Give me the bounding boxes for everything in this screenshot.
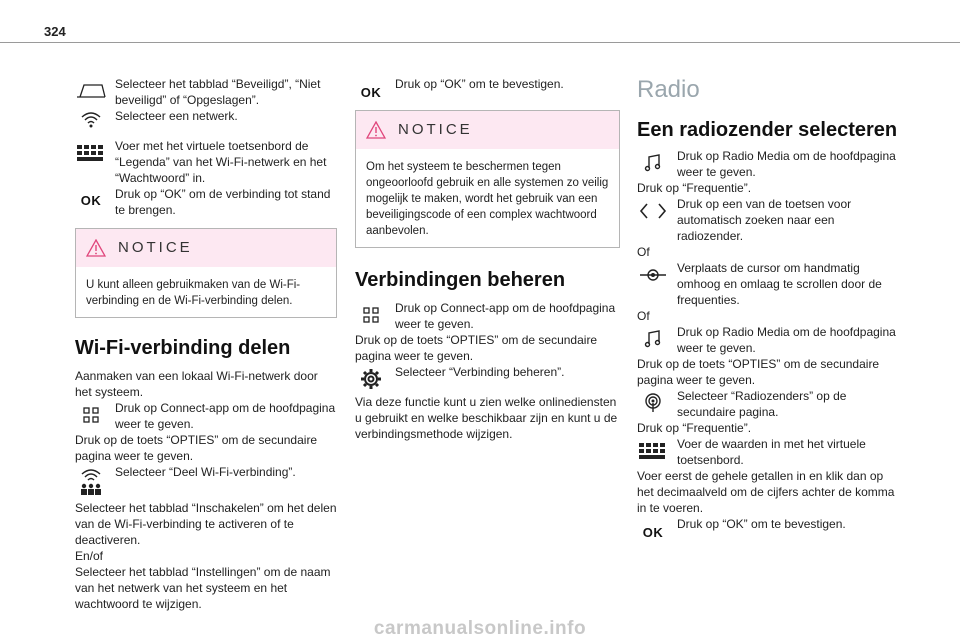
- step-text: Druk op “OK” om te bevestigen.: [677, 517, 846, 531]
- ok-icon: OK: [80, 193, 102, 208]
- notice-header: [356, 111, 619, 149]
- notice-header: [76, 229, 336, 267]
- step-manage-connection: [355, 364, 620, 380]
- section-heading: Wi-Fi-verbinding delen: [75, 337, 291, 359]
- paragraph: Via deze functie kunt u zien welke onlinediensten u gebruikt en welke beschikbaar zijn en kunt u de verbindingsmethode wijzigen.: [355, 395, 618, 441]
- wifi-share-icon: [75, 464, 107, 500]
- step-text: Selecteer het tabblad “Beveiligd”, “Niet beveiligd” of “Opgeslagen”.: [115, 77, 321, 107]
- paragraph: En/of: [75, 549, 104, 563]
- notice-title: NOTICE: [118, 239, 193, 256]
- paragraph: Druk op “Frequentie”.: [637, 181, 752, 195]
- notice-body: Om het systeem te beschermen tegen ongeoorloofd gebruik en alle systemen zo veilig mogelijk te maken, wordt het gebruik van een beveiligingscode of een complex wachtwoord aanbevolen.: [366, 161, 609, 237]
- step-radio-media: [637, 148, 902, 180]
- step-text: Voer de waarden in met het virtuele toetsenbord.: [677, 437, 866, 467]
- step-connect-app: [75, 400, 337, 432]
- step-text: Voer met het virtuele toetsenbord de “Legenda” van het Wi-Fi-netwerk en het “Wachtwoord” in.: [115, 139, 327, 185]
- section-heading: Verbindingen beheren: [355, 269, 566, 291]
- notice-body: U kunt alleen gebruikmaken van de Wi-Fi-verbinding en de Wi-Fi-verbinding delen.: [86, 279, 301, 307]
- wifi-icon: [75, 104, 107, 134]
- tab-folder-icon: [75, 76, 107, 106]
- ok-icon: OK: [360, 85, 382, 100]
- gear-icon: [355, 364, 387, 394]
- connect-app-icon: [355, 300, 387, 330]
- step-ok: [75, 186, 337, 218]
- radio-station-icon: [637, 388, 669, 418]
- column-1: [75, 76, 337, 612]
- notice-box: [355, 110, 620, 248]
- step-text: Druk op Radio Media om de hoofdpagina weer te geven.: [677, 149, 896, 179]
- step-text: Selecteer “Deel Wi-Fi-verbinding”.: [115, 465, 296, 479]
- music-note-icon: [637, 148, 669, 178]
- paragraph: Selecteer het tabblad “Inschakelen” om het delen van de Wi-Fi-verbinding te activeren of te deactiveren.: [75, 501, 337, 547]
- page-number: 324: [44, 24, 66, 39]
- warning-icon: [86, 239, 106, 257]
- step-ok: [355, 76, 620, 100]
- header-divider: [0, 42, 960, 43]
- step-text: Selecteer “Radiozenders” op de secundaire pagina.: [677, 389, 847, 419]
- step-auto-search: [637, 196, 902, 244]
- paragraph: Of: [637, 245, 650, 259]
- keyboard-icon: [637, 436, 669, 466]
- step-connect-app: [355, 300, 620, 332]
- chapter-title: Radio: [637, 76, 700, 103]
- step-text: Druk op Connect-app om de hoofdpagina weer te geven.: [115, 401, 336, 431]
- step-text: Selecteer “Verbinding beheren”.: [395, 365, 565, 379]
- paragraph: Druk op de toets “OPTIES” om de secundaire pagina weer te geven.: [75, 433, 318, 463]
- paragraph: Selecteer het tabblad “Instellingen” om de naam van het netwerk van het systeem en het wachtwoord te wijzigen.: [75, 565, 331, 611]
- paragraph: Druk op de toets “OPTIES” om de secundaire pagina weer te geven.: [355, 333, 598, 363]
- step-text: Druk op Radio Media om de hoofdpagina weer te geven.: [677, 325, 896, 355]
- paragraph: Aanmaken van een lokaal Wi-Fi-netwerk door het systeem.: [75, 369, 318, 399]
- step-text: Druk op “OK” om de verbinding tot stand te brengen.: [115, 187, 331, 217]
- step-text: Druk op Connect-app om de hoofdpagina weer te geven.: [395, 301, 616, 331]
- section-heading: Een radiozender selecteren: [637, 119, 898, 141]
- paragraph: Of: [637, 309, 650, 323]
- step-text: Selecteer een netwerk.: [115, 109, 238, 123]
- frequency-cursor-icon: [637, 260, 669, 290]
- step-tab-select: [75, 76, 337, 108]
- step-keyboard: [637, 436, 902, 468]
- step-share-wifi: [75, 464, 337, 480]
- step-keyboard: [75, 138, 337, 186]
- paragraph: Druk op de toets “OPTIES” om de secundaire pagina weer te geven.: [637, 357, 880, 387]
- paragraph: Voer eerst de gehele getallen in en klik dan op het decimaalveld om de cijfers achter de komma in te voeren.: [637, 469, 895, 515]
- step-text: Druk op “OK” om te bevestigen.: [395, 77, 564, 91]
- step-text: Druk op een van de toetsen voor automatisch zoeken naar een radiozender.: [677, 197, 852, 243]
- step-radio-stations: [637, 388, 902, 420]
- keyboard-icon: [75, 138, 107, 168]
- step-network-select: [75, 108, 337, 124]
- notice-title: NOTICE: [398, 121, 473, 138]
- footer-watermark: carmanualsonline.info: [373, 618, 587, 639]
- prev-next-arrows-icon: [637, 196, 669, 226]
- music-note-icon: [637, 324, 669, 354]
- step-ok: [637, 516, 902, 540]
- connect-app-icon: [75, 400, 107, 430]
- step-radio-media: [637, 324, 902, 356]
- paragraph: Druk op “Frequentie”.: [637, 421, 752, 435]
- warning-icon: [366, 121, 386, 139]
- notice-box: [75, 228, 337, 318]
- step-text: Verplaats de cursor om handmatig omhoog en omlaag te scrollen door de frequenties.: [677, 261, 882, 307]
- step-manual-scroll: [637, 260, 902, 308]
- ok-icon: OK: [642, 525, 664, 540]
- column-3: [637, 76, 902, 540]
- column-2: [355, 76, 620, 442]
